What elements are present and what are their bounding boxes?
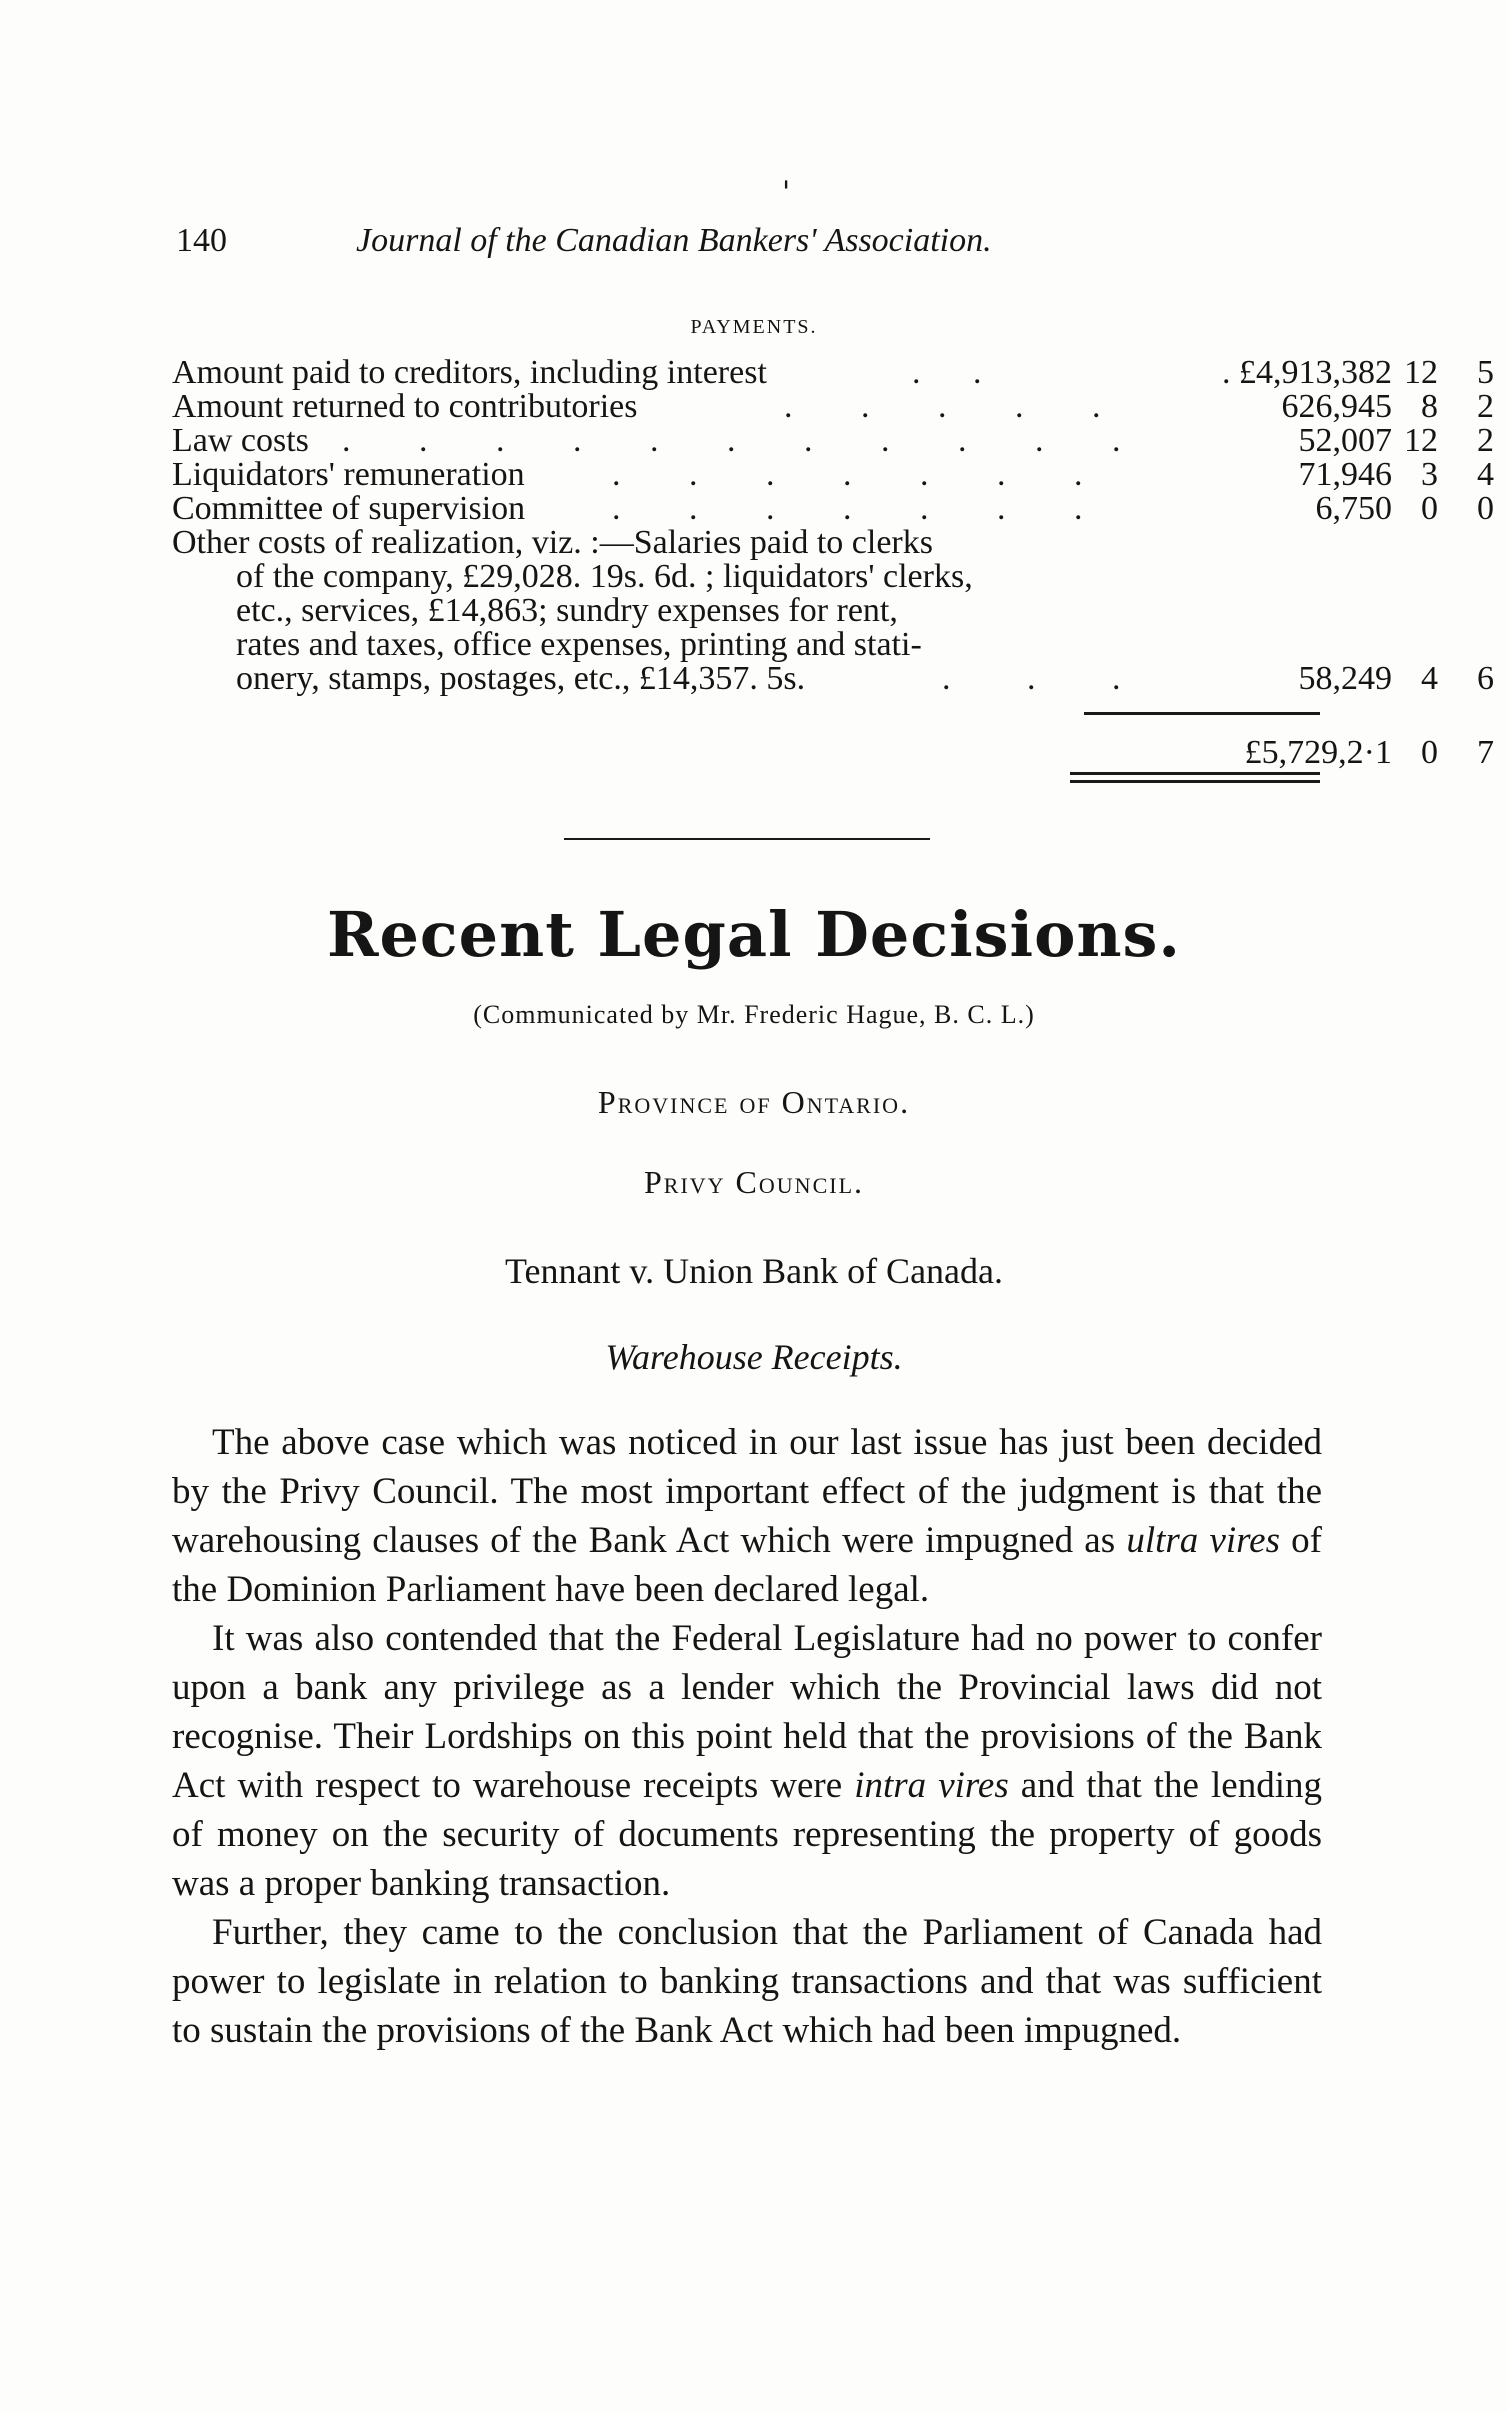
case-title: Tennant v. Union Bank of Canada. xyxy=(504,1251,1004,1291)
payment-shillings: 12 xyxy=(1404,354,1438,391)
total-double-rule xyxy=(1070,772,1320,775)
leader-dots: . . . . . . . . . . . xyxy=(342,422,1151,459)
paragraph-emphasis: ultra vires xyxy=(1126,1520,1280,1561)
payment-row-other xyxy=(172,526,1322,560)
payment-row-other xyxy=(172,660,1494,697)
payment-pence: 2 xyxy=(1477,388,1494,425)
payment-label: Committee of supervision xyxy=(172,490,526,527)
stray-mark: ' xyxy=(782,175,791,210)
payment-total-row xyxy=(172,734,1494,771)
payment-pence: 0 xyxy=(1477,490,1494,527)
payment-label: Liquidators' remuneration xyxy=(172,456,525,493)
other-costs-line: rates and taxes, office expenses, printing and stati- xyxy=(236,626,922,663)
payment-shillings: 3 xyxy=(1421,456,1438,493)
section-divider xyxy=(564,838,930,840)
paragraph xyxy=(172,1908,1322,2055)
payment-label: Amount paid to creditors, including interest xyxy=(172,354,767,391)
payment-pounds: 71,946 xyxy=(1298,456,1392,493)
payment-row xyxy=(172,490,1494,527)
total-pence: 7 xyxy=(1477,734,1494,771)
payment-pence: 5 xyxy=(1477,354,1494,391)
payment-label: Law costs xyxy=(172,422,309,459)
paragraph-emphasis: intra vires xyxy=(854,1765,1009,1806)
page-number: 140 xyxy=(176,222,227,259)
payment-shillings: 8 xyxy=(1421,388,1438,425)
payment-row-other xyxy=(172,628,1322,662)
communicated-by: (Communicated by Mr. Frederic Hague, B. C. L.) xyxy=(473,1000,1035,1029)
payment-shillings: 12 xyxy=(1404,422,1438,459)
case-subject: Warehouse Receipts. xyxy=(605,1337,903,1377)
sum-rule xyxy=(1084,712,1320,715)
payment-row xyxy=(172,422,1494,459)
payment-pounds: 58,249 xyxy=(1298,660,1392,697)
payment-pounds: 626,945 xyxy=(1281,388,1392,425)
other-costs-line: etc., services, £14,863; sundry expenses for rent, xyxy=(236,592,898,629)
payment-row-other xyxy=(172,560,1322,594)
leader-dots: . . . . . . . xyxy=(612,490,1113,527)
paragraph-text: of the Dominion Parliament have been declared legal. xyxy=(172,1520,1322,1610)
payment-shillings: 4 xyxy=(1421,660,1438,697)
other-costs-line: of the company, £29,028. 19s. 6d. ; liquidators' clerks, xyxy=(236,558,973,595)
payment-pounds: 52,007 xyxy=(1298,422,1392,459)
payment-row-other xyxy=(172,594,1322,628)
running-header xyxy=(176,222,1136,260)
paragraph-text: and that the lending of money on the security of documents representing the property of goods was a proper banking transaction. xyxy=(172,1765,1323,1904)
payment-row xyxy=(172,354,1494,391)
other-costs-line: Other costs of realization, viz. :—Salaries paid to clerks xyxy=(172,524,933,561)
payment-pence: 4 xyxy=(1477,456,1494,493)
payments-table xyxy=(172,354,1494,771)
total-pounds: £5,729,2·1 xyxy=(1244,734,1392,771)
payment-pence: 6 xyxy=(1477,660,1494,697)
leader-dots: . . . . . xyxy=(784,388,1131,425)
leader-dots: . . . . . . . xyxy=(612,456,1113,493)
paragraph-text: The above case which was noticed in our last issue has just been decided by the Privy Council. The most important effect of the judgment is that the warehousing clauses of the Bank Act which were impugned as xyxy=(172,1422,1322,1561)
province-heading: Province of Ontario. xyxy=(597,1084,911,1120)
payment-pounds: . £4,913,382 xyxy=(1222,354,1392,391)
article-body xyxy=(172,1418,1322,2055)
payment-pounds: 6,750 xyxy=(1315,490,1392,527)
leader-dots: . . xyxy=(912,354,1004,391)
payment-label: Amount returned to contributories xyxy=(172,388,638,425)
paragraph-text: Further, they came to the conclusion that the Parliament of Canada had power to legislate in relation to banking transactions and that was sufficient to sustain the provisions of the Bank Act which had been impugned. xyxy=(172,1912,1322,2051)
leader-dots: . . . xyxy=(942,660,1155,697)
payment-shillings: 0 xyxy=(1421,490,1438,527)
payment-row xyxy=(172,388,1494,425)
other-costs-line: onery, stamps, postages, etc., £14,357. 5s. xyxy=(236,660,806,697)
payment-row xyxy=(172,456,1494,493)
court-heading: Privy Council. xyxy=(643,1164,865,1200)
paragraph xyxy=(172,1614,1322,1908)
paragraph-text: It was also contended that the Federal Legislature had no power to confer upon a bank any privilege as a lender which the Provincial laws did not recognise. Their Lordships on this point held that the provisions of the Bank Act with respect to warehouse receipts were xyxy=(172,1618,1322,1806)
payment-pence: 2 xyxy=(1477,422,1494,459)
total-double-rule xyxy=(1070,780,1320,783)
total-shillings: 0 xyxy=(1421,734,1438,771)
section-heading: Recent Legal Decisions. xyxy=(326,898,1182,971)
paragraph xyxy=(172,1418,1322,1614)
journal-title: Journal of the Canadian Bankers' Association. xyxy=(356,222,992,259)
payments-title: PAYMENTS. xyxy=(690,316,818,338)
